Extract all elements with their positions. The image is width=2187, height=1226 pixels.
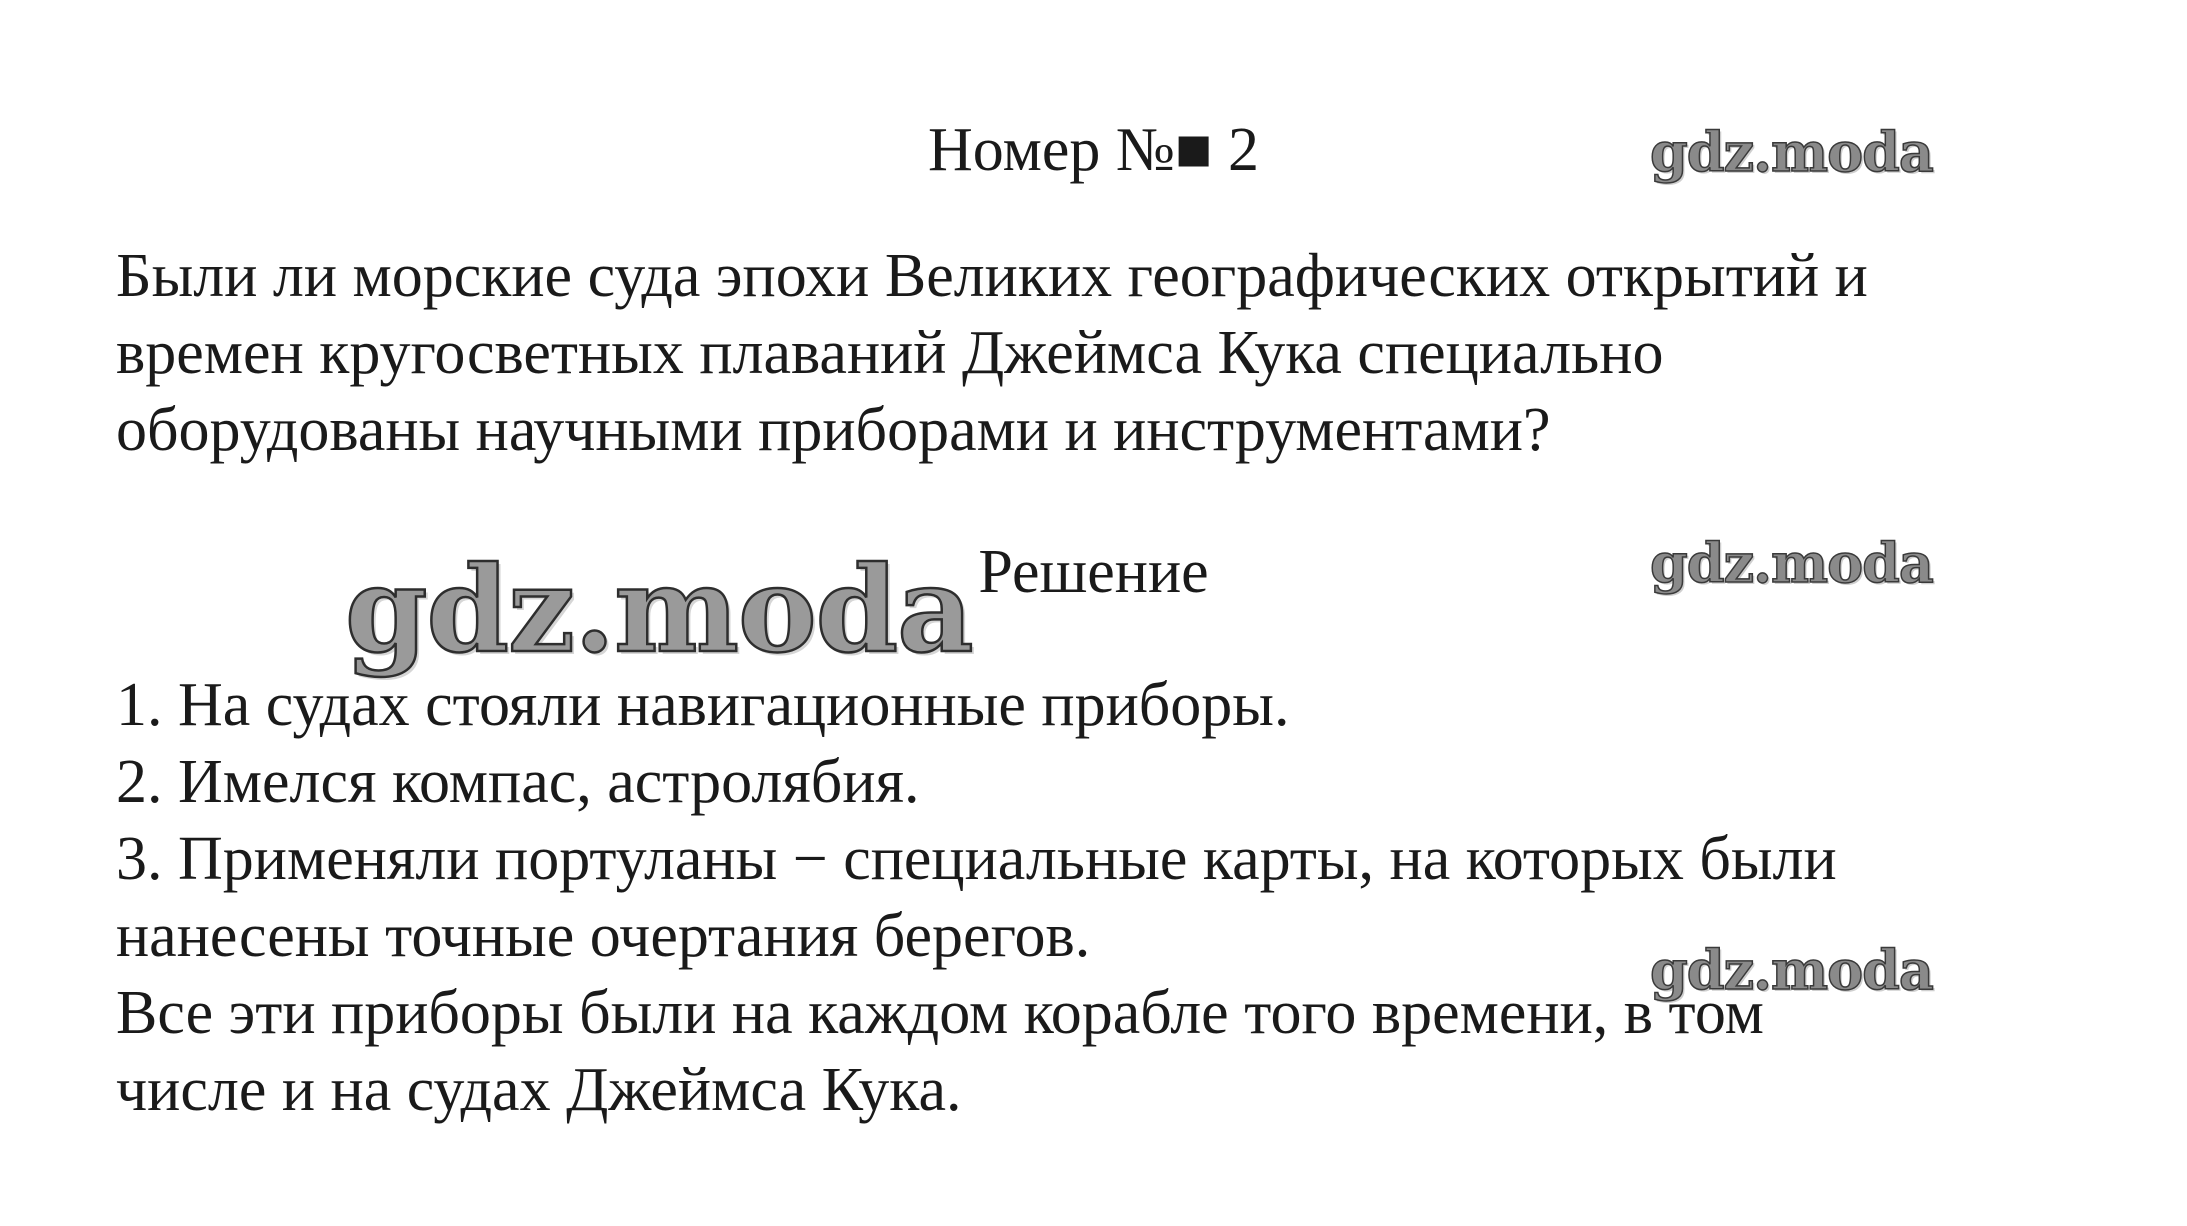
watermark-middle-right: gdz.moda [1650, 531, 1933, 595]
answer-line: 2. Имелся компас, астролябия. [116, 748, 920, 816]
answer-line: 1. На судах стояли навигационные приборы. [116, 671, 1290, 739]
watermark-top-right: gdz.moda [1650, 120, 1933, 184]
answer-text [116, 667, 2116, 1129]
answer-line: нанесены точные очертания берегов. [116, 902, 1091, 970]
answer-line: 3. Применяли портуланы − специальные карты, на которых были [116, 825, 1837, 893]
watermark-large: gdz.moda [345, 540, 973, 679]
question-line: Были ли морские суда эпохи Великих географических открытий и [116, 242, 1868, 310]
question-line: времен кругосветных плаваний Джеймса Кука специально [116, 319, 1664, 387]
answer-line: Все эти приборы были на каждом корабле того времени, в том [116, 979, 1764, 1047]
solution-heading: Решение [978, 538, 1209, 606]
question-line: оборудованы научными приборами и инструментами? [116, 396, 1551, 464]
watermark-bottom-right: gdz.moda [1650, 938, 1933, 1002]
question-text [116, 238, 2116, 469]
page-title: Номер №■ 2 [928, 116, 1259, 184]
answer-line: числе и на судах Джеймса Кука. [116, 1056, 962, 1124]
